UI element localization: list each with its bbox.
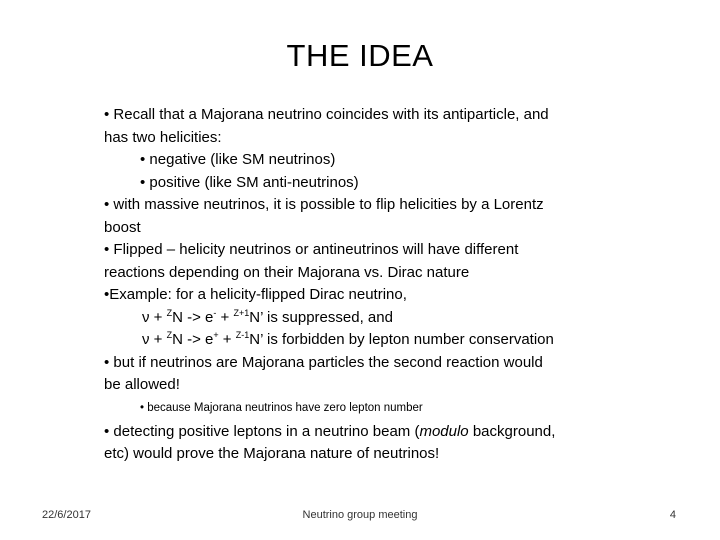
slide-title: THE IDEA — [286, 38, 434, 73]
bullet-recall: • Recall that a Majorana neutrino coincides with its antiparticle, and — [104, 106, 549, 123]
bullet-majorana: • but if neutrinos are Majorana particles the second reaction would — [104, 353, 543, 371]
reaction-2: ν + $^Z$N -> e+ + $^{Z-1}$N’ is forbidden by lepton number conservation — [142, 330, 554, 348]
sub-bullet-negative: • negative (like SM neutrinos) — [140, 151, 336, 168]
note-zero-lepton: • because Majorana neutrinos have zero lepton number — [140, 401, 423, 414]
bullet-massive: • with massive neutrinos, it is possible to flip helicities by a Lorentz — [104, 196, 544, 213]
bullet-recall-cont: has two helicities: — [104, 128, 222, 146]
bullet-majorana-cont: be allowed! — [104, 376, 180, 393]
footer-date: 22/6/2017 — [42, 509, 91, 521]
bullet-massive-cont: boost — [104, 218, 141, 236]
bullet-example: •Example: for a helicity-flipped Dirac neutrino, — [104, 286, 407, 303]
sub-bullet-positive: • positive (like SM anti-neutrinos) — [140, 173, 359, 191]
bullet-detecting-cont: etc) would prove the Majorana nature of neutrinos! — [104, 445, 440, 462]
bullet-flipped-cont: reactions depending on their Majorana vs. Dirac nature — [104, 263, 470, 281]
footer-title: Neutrino group meeting — [302, 509, 418, 521]
reaction-1: ν + $^Z$N -> e- + $^{Z+1}$N’ is suppressed, and — [142, 307, 393, 326]
bullet-flipped: • Flipped – helicity neutrinos or antineutrinos will have different — [104, 241, 519, 258]
slide-body — [104, 104, 614, 466]
bullet-detecting: • detecting positive leptons in a neutrino beam (modulo background, — [104, 422, 556, 440]
page-number: 4 — [669, 509, 676, 521]
